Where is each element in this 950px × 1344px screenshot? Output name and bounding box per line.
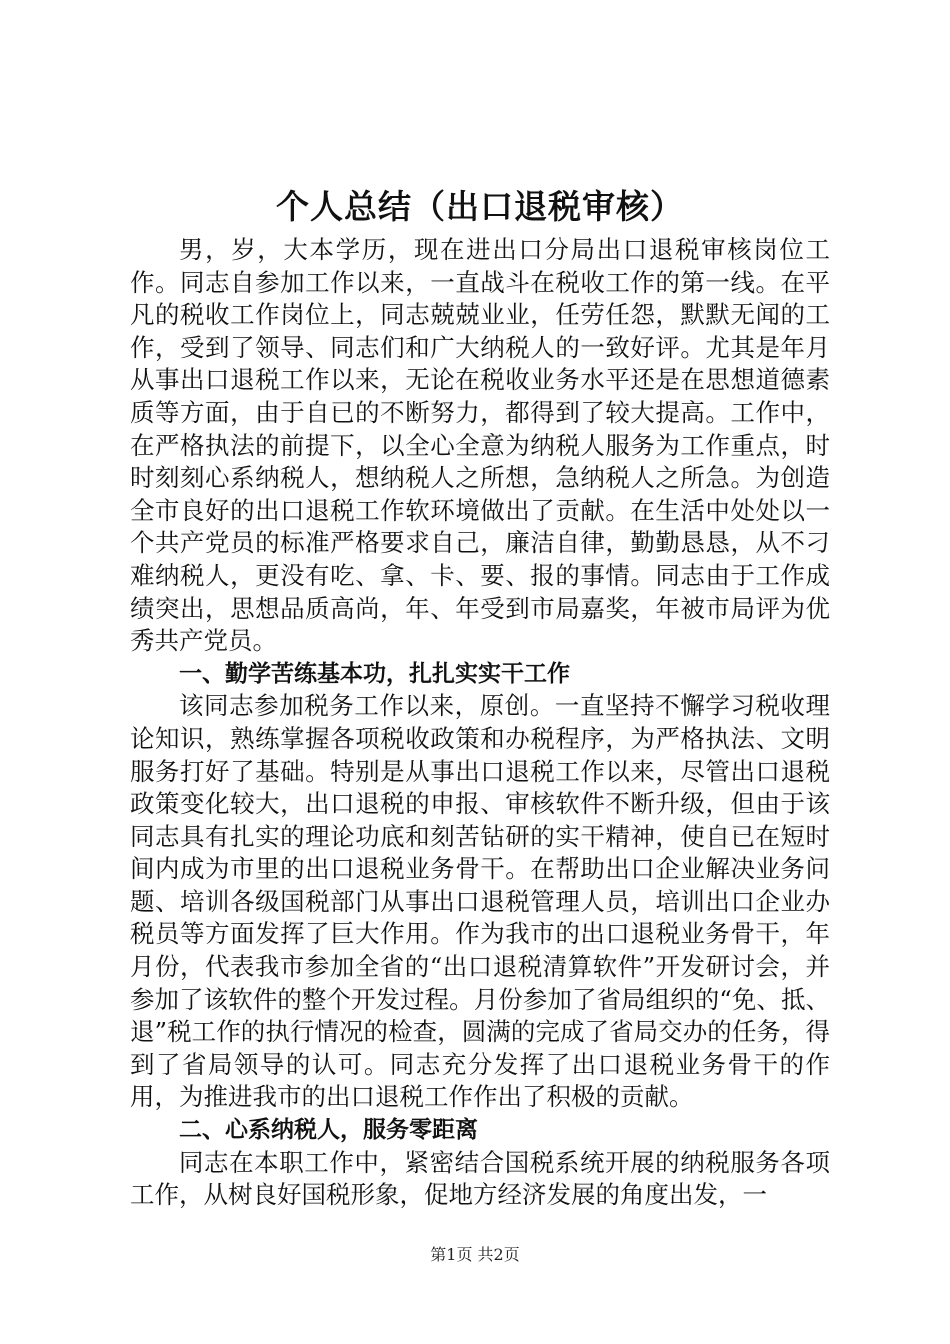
document-title: 个人总结（出口退税审核） [276, 187, 684, 226]
paragraph-section-2: 同志在本职工作中，紧密结合国税系统开展的纳税服务各项工作，从树良好国税形象，促地方经济发展的角度出发，一 [130, 1147, 830, 1210]
paragraph-intro: 男，岁，大本学历，现在进出口分局出口退税审核岗位工作。同志自参加工作以来，一直战斗在税收工作的第一线。在平凡的税收工作岗位上，同志兢兢业业，任劳任怨，默默无闻的工作，受到了领导、同志们和广大纳税人的一致好评。尤其是年月从事出口退税工作以来，无论在税收业务水平还是在思想道德素质等方面，由于自已的不断努力，都得到了较大提高。工作中，在严格执法的前提下，以全心全意为纳税人服务为工作重点，时时刻刻心系纳税人，想纳税人之所想，急纳税人之所急。为创造全市良好的出口退税工作软环境做出了贡献。在生活中处处以一个共产党员的标准严格要求自己，廉洁自律，勤勤恳恳，从不刁难纳税人，更没有吃、拿、卡、要、报的事情。同志由于工作成绩突出，思想品质高尚，年、年受到市局嘉奖，年被市局评为优秀共产党员。 [130, 235, 830, 656]
section-heading-2: 二、心系纳税人，服务零距离 [179, 1117, 478, 1144]
paragraph-section-1: 该同志参加税务工作以来，原创。一直坚持不懈学习税收理论知识，熟练掌握各项税收政策和办税程序，为严格执法、文明服务打好了基础。特别是从事出口退税工作以来，尽管出口退税政策变化较大，出口退税的申报、审核软件不断升级，但由于该同志具有扎实的理论功底和刻苦钻研的实干精神，使自已在短时间内成为市里的出口退税业务骨干。在帮助出口企业解决业务问题、培训各级国税部门从事出口退税管理人员，培训出口企业办税员等方面发挥了巨大作用。作为我市的出口退税业务骨干，年月份，代表我市参加全省的“出口退税清算软件”开发研讨会，并参加了该软件的整个开发过程。月份参加了省局组织的“免、抵、退”税工作的执行情况的检查，圆满的完成了省局交办的任务，得到了省局领导的认可。同志充分发挥了出口退税业务骨干的作用，为推进我市的出口退税工作作出了积极的贡献。 [130, 691, 830, 1112]
page-footer: 第1页 共2页 [430, 1245, 520, 1264]
section-heading-1: 一、勤学苦练基本功，扎扎实实干工作 [179, 660, 570, 687]
document-page [130, 182, 830, 1212]
